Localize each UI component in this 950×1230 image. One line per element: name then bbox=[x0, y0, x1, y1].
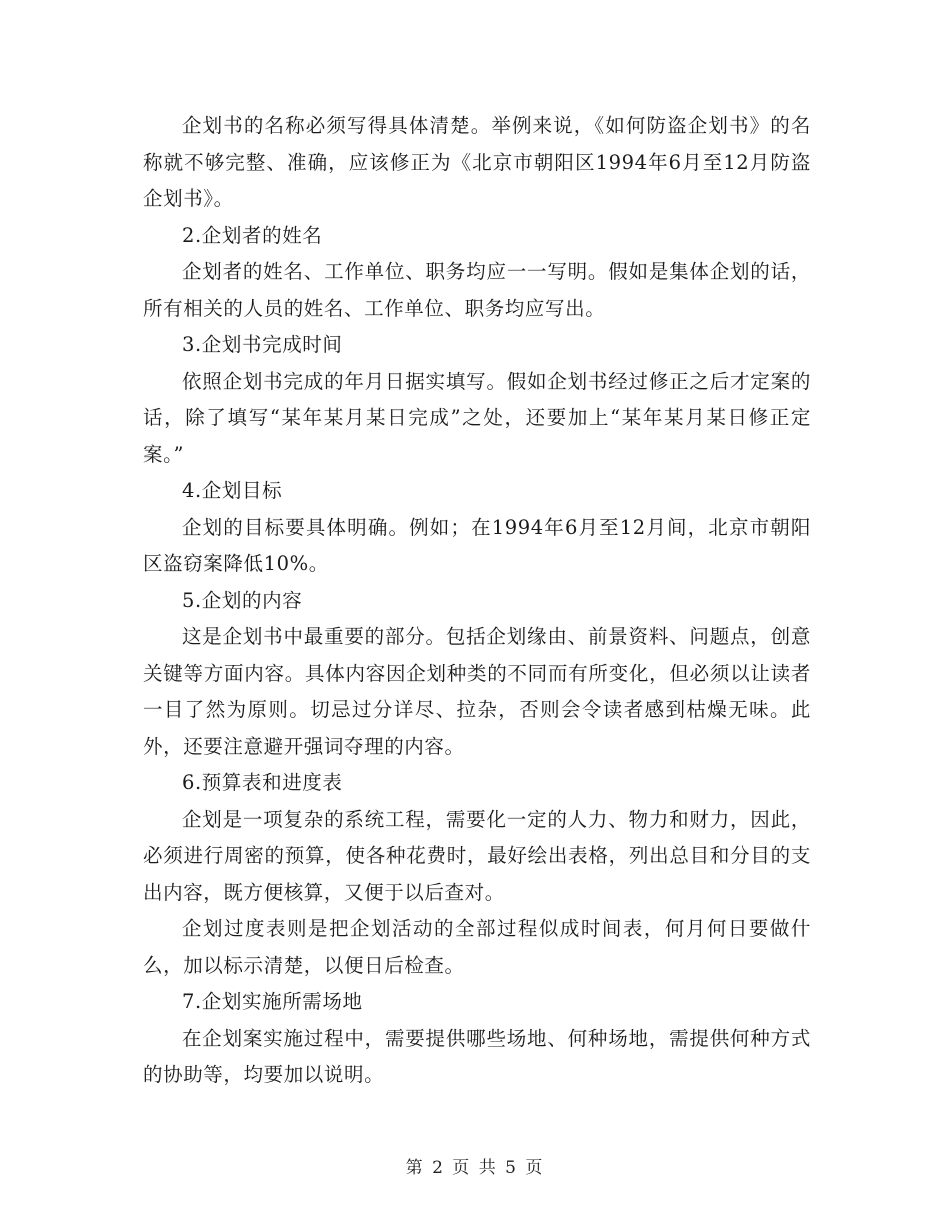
page-number-footer: 第 2 页 共 5 页 bbox=[405, 1158, 545, 1178]
section-heading-goal: 4.企划目标 bbox=[182, 479, 283, 502]
paragraph-planner-name: 企划者的姓名、工作单位、职务均应一一写明。假如是集体企划的话，所有相关的人员的姓名、工作单位、职务均应写出。 bbox=[143, 260, 811, 320]
section-heading-content: 5.企划的内容 bbox=[182, 588, 303, 612]
section-heading-planner-name: 2.企划者的姓名 bbox=[182, 223, 323, 247]
section-heading-budget-schedule: 6.预算表和进度表 bbox=[182, 771, 343, 794]
paragraph-title-naming: 企划书的名称必须写得具体清楚。举例来说，《如何防盗企划书》的名称就不够完整、准确，应该修正为《北京市朝阳区1994年6月至12月防盗企划书》。 bbox=[143, 114, 811, 210]
paragraph-budget: 企划是一项复杂的系统工程，需要化一定的人力、物力和财力，因此，必须进行周密的预算，使各种花费时，最好绘出表格，列出总目和分目的支出内容，既方便核算，又便于以后查对。 bbox=[143, 807, 811, 904]
paragraph-completion-time: 依照企划书完成的年月日据实填写。假如企划书经过修正之后才定案的话，除了填写“某年某月某日完成”之处，还要加上“某年某月某日修正定案。” bbox=[143, 369, 811, 466]
paragraph-schedule: 企划过度表则是把企划活动的全部过程似成时间表，何月何日要做什么，加以标示清楚，以便日后检查。 bbox=[143, 917, 811, 977]
paragraph-goal: 企划的目标要具体明确。例如；在1994年6月至12月间，北京市朝阳区盗窃案降低10%。 bbox=[143, 515, 811, 575]
document-body bbox=[143, 108, 811, 1094]
paragraph-venue: 在企划案实施过程中，需要提供哪些场地、何种场地，需提供何种方式的协助等，均要加以说明。 bbox=[143, 1026, 811, 1086]
section-heading-completion-time: 3.企划书完成时间 bbox=[182, 333, 343, 356]
paragraph-content: 这是企划书中最重要的部分。包括企划缘由、前景资料、问题点，创意关键等方面内容。具体内容因企划种类的不同而有所变化，但必须以让读者一目了然为原则。切忌过分详尽、拉杂，否则会令读者感到枯燥无味。此外，还要注意避开强词夺理的内容。 bbox=[143, 625, 811, 758]
section-heading-venue: 7.企划实施所需场地 bbox=[182, 990, 363, 1013]
